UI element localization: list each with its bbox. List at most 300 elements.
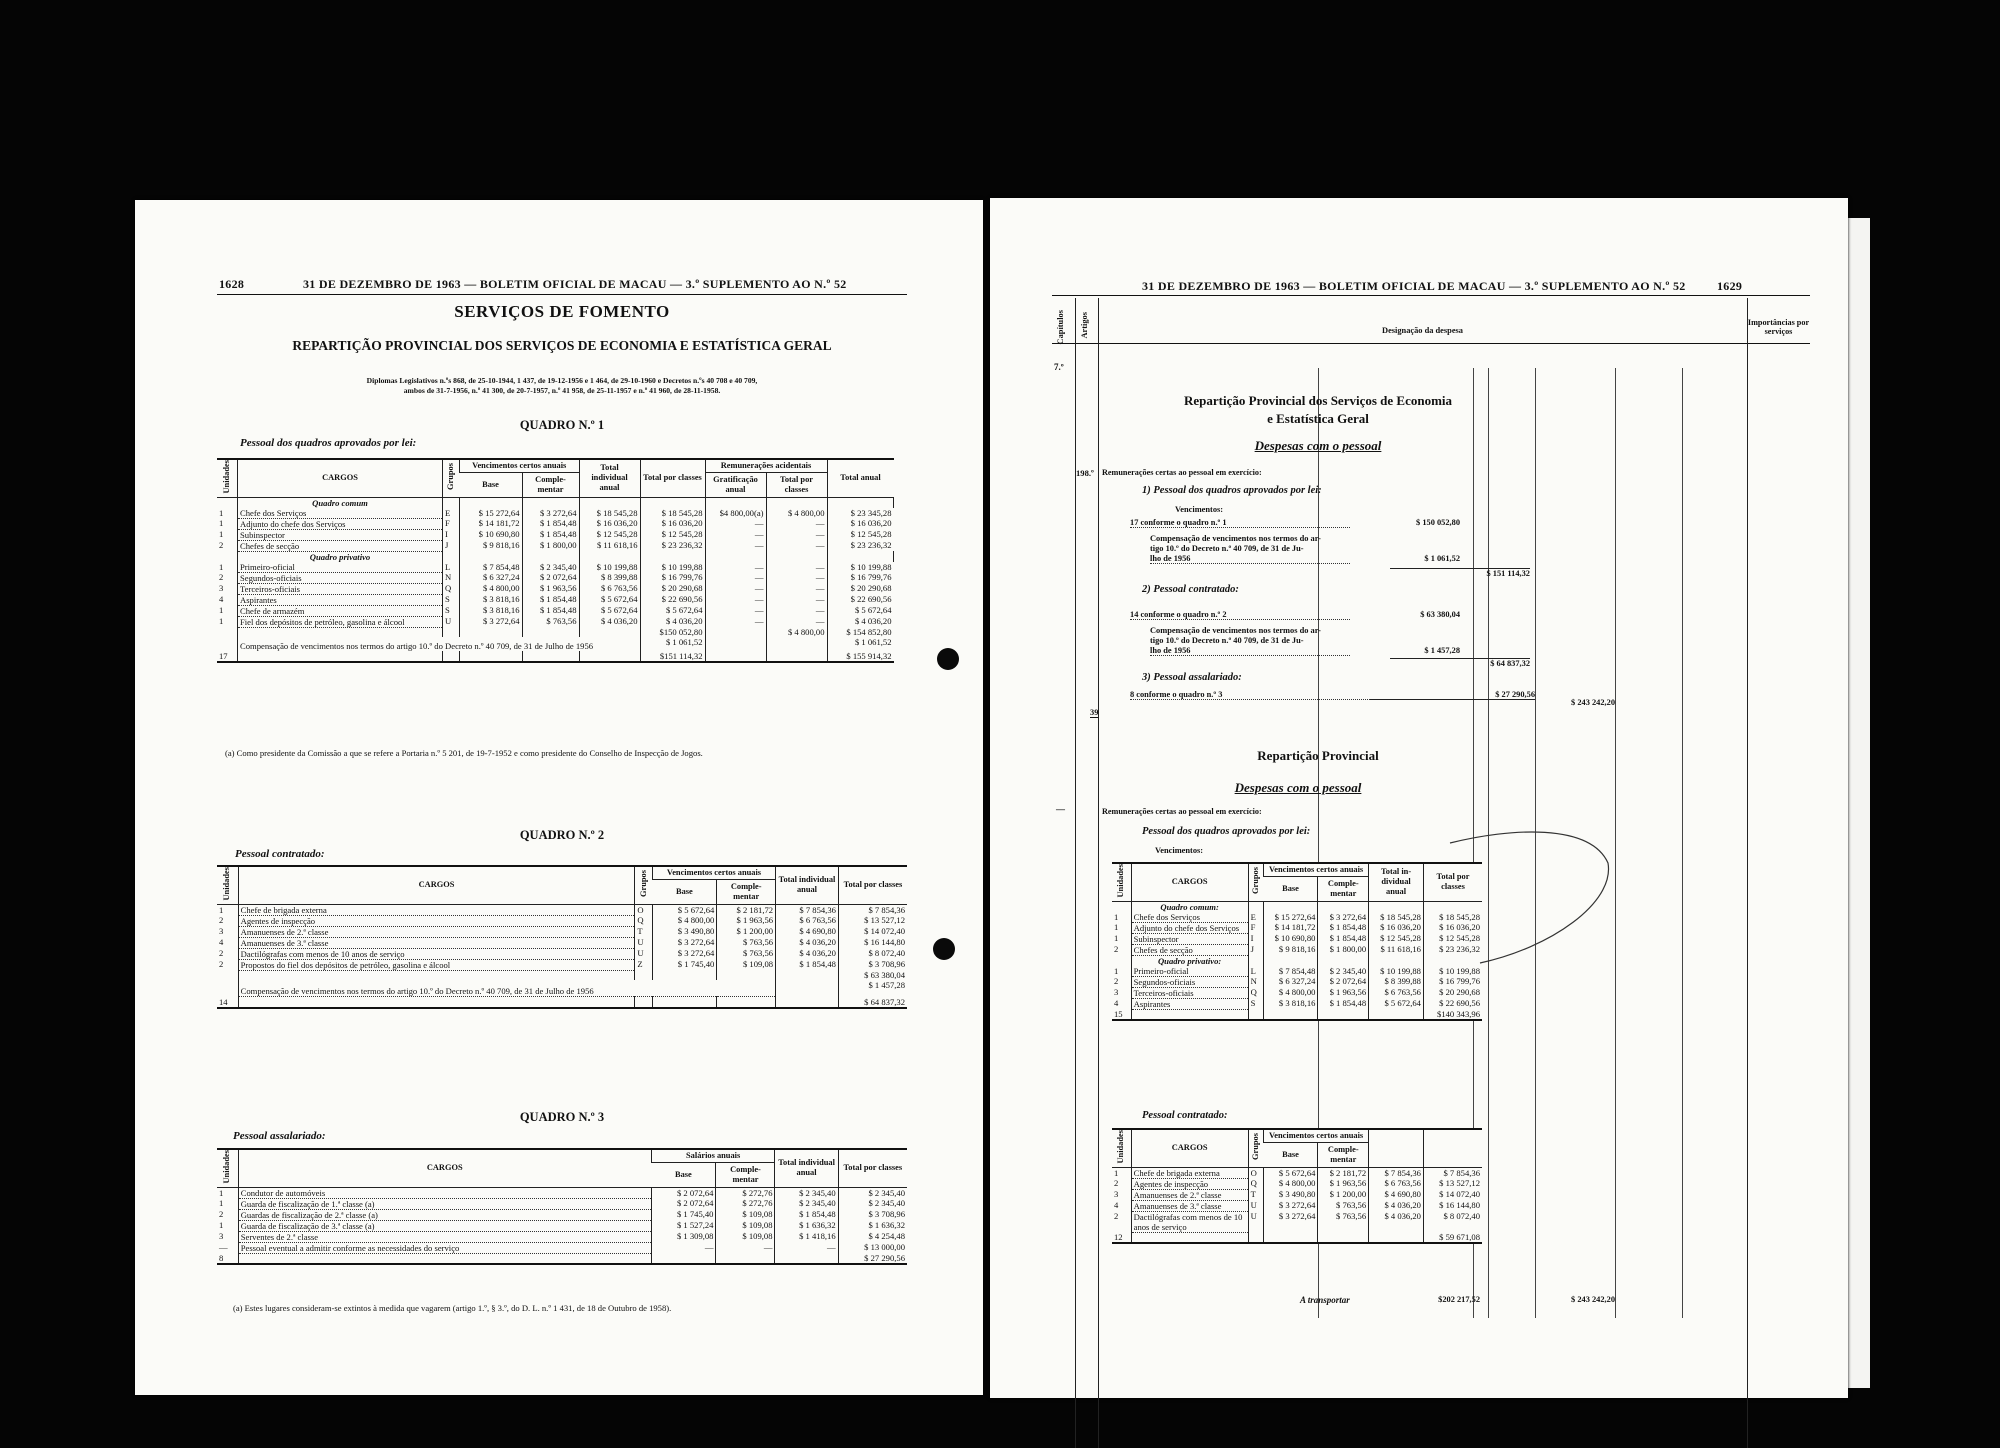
base-cell: $ 10 690,80 [460, 529, 523, 540]
col-rule [1682, 368, 1683, 1318]
base-cell: $ 9 818,16 [1264, 944, 1318, 955]
grupo-cell: U [635, 948, 653, 959]
unit-cell: 2 [219, 1209, 224, 1220]
col-remuneracoes: Remunerações acidentais [705, 459, 827, 472]
total-anual-cell: $ 22 690,56 [827, 594, 894, 605]
classes-cell: $ 13 527,12 [838, 915, 907, 926]
classes-cell: $ 8 072,40 [838, 948, 907, 959]
section-heading-1b: e Estatística Geral [1267, 411, 1369, 426]
spacer-cell [776, 997, 839, 1008]
unit-cell: 1 [1114, 1167, 1119, 1178]
total-classes-cell: — [766, 605, 827, 616]
quadro2-title: QUADRO N.º 2 [519, 828, 605, 842]
header-rule-right [1052, 295, 1810, 296]
classes-cell: $ 14 072,40 [1423, 1189, 1482, 1200]
spacer-cell [1131, 1009, 1248, 1020]
cargo-cell: Dactilógrafas com menos de 10 anos de serviço [238, 948, 635, 959]
comp2-a: Compensação de vencimentos nos termos do ar- [1150, 626, 1321, 635]
q2-col-grupos: Grupos [638, 870, 648, 898]
section-heading-1: Repartição Provincial dos Serviços de Economia [1183, 393, 1453, 408]
spacer-cell [522, 651, 579, 662]
base-cell: $ 3 818,16 [1264, 998, 1318, 1009]
unit-cell: 2 [1114, 1178, 1119, 1189]
comp-cell: $ 109,08 [716, 1209, 775, 1220]
total-row [1112, 1009, 1482, 1020]
cargo-cell: Segundos-oficiais [1131, 976, 1248, 987]
base-cell: $ 7 854,48 [1264, 966, 1318, 977]
classes-cell: $ 16 144,80 [838, 937, 907, 948]
cargo-cell: Chefes de secção [238, 540, 443, 551]
classes-cell: $ 16 799,76 [640, 572, 705, 583]
total-anual-cell: $ 16 036,20 [827, 518, 894, 529]
comp-cell: $ 1 800,00 [522, 540, 579, 551]
individual-cell: $ 18 545,28 [579, 508, 640, 519]
classes-cell: $ 3 708,96 [838, 959, 907, 970]
grupo-cell: Q [1248, 1178, 1264, 1189]
table-row [217, 1209, 907, 1220]
right-page [990, 198, 1848, 1398]
base-cell: $ 3 490,80 [652, 926, 716, 937]
grupo-cell: J [443, 540, 460, 551]
unit-cell: 2 [1114, 944, 1119, 955]
unit-cell: 1 [1114, 911, 1119, 922]
unit-cell: 2 [219, 572, 224, 583]
table-row [217, 1187, 907, 1198]
cargo-cell: Agentes de inspecção [1131, 1178, 1248, 1189]
unit-cell: 2 [1114, 976, 1119, 987]
total-classes-cell: — [766, 529, 827, 540]
spacer-cell [460, 497, 523, 508]
comp-cell: $ 1 963,56 [717, 915, 776, 926]
table-row [217, 1220, 907, 1231]
item-quadros-label: Pessoal dos quadros aprovados por lei: [1142, 826, 1311, 837]
cargo-cell: Terceiros-oficiais [1131, 987, 1248, 998]
spacer-cell [579, 651, 640, 662]
individual-cell: $ 16 036,20 [579, 518, 640, 529]
q3-col-salarios: Salários anuais [651, 1149, 775, 1162]
total-anual-cell: $ 23 345,28 [827, 508, 894, 519]
col-complementar: Comple-mentar [522, 472, 579, 497]
table-row [1112, 944, 1482, 955]
spacer-cell [827, 497, 894, 508]
col-designacao: Designação da despesa [1382, 326, 1463, 335]
spacer-cell [1369, 901, 1424, 912]
rt2-col-base: Base [1264, 1142, 1318, 1167]
base-cell: $ 1 309,08 [651, 1231, 716, 1242]
quadro2-caption: Pessoal contratado: [235, 848, 325, 860]
cargo-cell: Subinspector [238, 529, 443, 540]
right-table-1 [1112, 862, 1482, 1021]
base-cell: $ 3 272,64 [1264, 1211, 1318, 1232]
grupo-cell: O [1248, 1167, 1264, 1178]
base-cell: $ 4 800,00 [460, 583, 523, 594]
base-cell: $ 7 854,48 [460, 562, 523, 573]
individual-cell: $ 5 672,64 [579, 605, 640, 616]
classes-cell: $ 16 144,80 [1423, 1200, 1482, 1211]
total-units: 12 [1112, 1232, 1131, 1243]
spacer-cell [443, 551, 460, 562]
table-row [217, 616, 907, 627]
gratificacao-cell: — [705, 594, 766, 605]
comp-cell: $ 1 854,48 [1318, 933, 1369, 944]
vencimentos-label: Vencimentos: [1175, 505, 1224, 514]
cargo-cell: Chefe de armazém [238, 605, 443, 616]
comp-cell: $ 1 854,48 [522, 605, 579, 616]
comp-cell: $ 1 800,00 [1318, 944, 1369, 955]
section-quadro-privativo [1112, 955, 1482, 966]
total-anual-cell: $ 12 545,28 [827, 529, 894, 540]
spacer-cell [705, 551, 766, 562]
comp1-c: lho de 1956 [1150, 554, 1350, 564]
rt2-col-unidades: Unidades [1116, 1130, 1126, 1164]
table-row [1112, 966, 1482, 977]
subtotal-row [217, 970, 907, 980]
classes-cell: $ 3 708,96 [838, 1209, 907, 1220]
unit-cell: 1 [219, 616, 224, 627]
unit-cell: — [219, 1242, 228, 1253]
grupo-cell: N [1248, 976, 1264, 987]
unit-cell: 1 [219, 1187, 224, 1198]
grupo-cell: U [443, 616, 460, 627]
cargo-cell: Agentes de inspecção [238, 915, 635, 926]
grupo-cell: S [1248, 998, 1264, 1009]
spacer-cell [522, 497, 579, 508]
grupo-cell: U [1248, 1211, 1264, 1232]
q2-col-base: Base [652, 879, 716, 904]
section-heading-2: Repartição Provincial [1257, 748, 1379, 763]
total-anual-cell: $ 16 799,76 [827, 572, 894, 583]
total-classes: $ 64 837,32 [838, 997, 907, 1008]
comp-cell: $ 763,56 [1318, 1211, 1369, 1232]
col-total-anual: Total anual [827, 459, 894, 497]
total-classes-cell: — [766, 518, 827, 529]
individual-cell: $ 5 672,64 [1369, 998, 1424, 1009]
grupo-cell: U [1248, 1200, 1264, 1211]
grupo-cell: F [1248, 922, 1264, 933]
spacer-cell [1248, 1232, 1264, 1243]
quadro3-title: QUADRO N.º 3 [519, 1110, 605, 1124]
unit-cell: 3 [219, 1231, 224, 1242]
spacer-cell [717, 970, 776, 980]
grupo-cell: Q [635, 915, 653, 926]
grupo-cell: L [1248, 966, 1264, 977]
table-row [1112, 1178, 1482, 1189]
unit-cell: 1 [219, 507, 224, 518]
cargo-cell: Chefes de secção [1131, 944, 1248, 955]
spacer-cell [705, 637, 766, 651]
sum-item1: $ 151 114,32 [1390, 568, 1530, 578]
total-classes-cell: $ 4 800,00 [766, 508, 827, 519]
table-row [217, 948, 907, 959]
comp-cell: $ 763,56 [522, 616, 579, 627]
total-units: 14 [217, 997, 238, 1008]
rt1-col-complementar: Comple-mentar [1318, 876, 1369, 901]
val-comp2: $ 1 457,28 [1424, 646, 1460, 655]
spacer-cell [640, 551, 705, 562]
total-units: 8 [217, 1253, 238, 1264]
spacer-cell [443, 627, 460, 637]
cargo-cell: Amanuenses de 2.ª classe [1131, 1189, 1248, 1200]
grupo-cell: N [443, 572, 460, 583]
spacer-cell [776, 980, 839, 997]
subtotal-classes: $150 052,80 [640, 627, 705, 637]
section-label: Quadro privativo [238, 551, 443, 562]
individual-cell: $ 10 199,88 [579, 562, 640, 573]
individual-cell: $ 2 345,40 [775, 1198, 838, 1209]
diplomas-line-2: ambos de 31-7-1956, n.º 41 300, de 20-7-1957, n.º 41 958, de 25-11-1957 e n.º 41 960, de 28-11-1958. [403, 386, 721, 395]
gratificacao-cell: — [705, 562, 766, 573]
individual-cell: $ 7 854,36 [1369, 1167, 1424, 1178]
spacer-cell [238, 970, 635, 980]
grupo-cell: T [1248, 1189, 1264, 1200]
base-cell: $ 4 800,00 [652, 915, 716, 926]
base-cell: $ 15 272,64 [1264, 912, 1318, 923]
cargo-cell: Serventes de 2.ª classe [238, 1231, 651, 1242]
total-classes-cell: — [766, 562, 827, 573]
cargo-cell: Pessoal eventual a admitir conforme as necessidades do serviço [238, 1242, 651, 1253]
binder-hole [933, 938, 955, 960]
table-row [217, 518, 907, 529]
item3-label: 3) Pessoal assalariado: [1142, 672, 1242, 683]
comp-cell: $ 763,56 [717, 948, 776, 959]
unit-cell: 4 [219, 937, 224, 948]
classes-cell: $ 1 636,32 [838, 1220, 907, 1231]
rt1-col-cargos: CARGOS [1131, 863, 1248, 901]
cargo-cell: Amanuenses de 3.ª classe [1131, 1200, 1248, 1211]
spacer-cell [217, 637, 238, 651]
val-quadro3: $ 27 290,56 [1370, 690, 1535, 700]
spacer-cell [766, 551, 827, 562]
q2-col-total-individual: Total individual anual [776, 866, 839, 904]
unit-cell: 1 [1114, 965, 1119, 976]
despesas-heading-1: Despesas com o pessoal [1254, 438, 1382, 453]
spacer-cell [705, 651, 766, 662]
table-row [217, 937, 907, 948]
individual-cell: $ 8 399,88 [579, 572, 640, 583]
col-grupos: Grupos [446, 463, 455, 491]
classes-cell: $ 13 527,12 [1423, 1178, 1482, 1189]
cargo-cell: Primeiro-oficial [1131, 966, 1248, 977]
unit-cell: 1 [219, 605, 224, 616]
individual-cell: $ 4 036,20 [776, 948, 839, 959]
comp1-b: tigo 10.º do Decreto n.º 40 709, de 31 de Ju- [1150, 544, 1304, 553]
comp-cell: $ 1 854,48 [522, 594, 579, 605]
section-label: Quadro privativo: [1131, 955, 1248, 966]
table-row [1112, 976, 1482, 987]
header-rule-left [217, 294, 907, 295]
base-cell: $ 4 800,00 [1264, 1178, 1318, 1189]
unit-cell: 1 [219, 1198, 224, 1209]
val-quadro1: $ 150 052,80 [1416, 518, 1460, 527]
classes-cell: $ 16 036,20 [640, 518, 705, 529]
spacer-cell [217, 980, 238, 997]
individual-cell: $ 11 618,16 [1369, 944, 1424, 955]
page-number-left: 1628 [219, 277, 245, 291]
unit-cell: 3 [1114, 1189, 1119, 1200]
total-anual-cell: $ 4 036,20 [827, 616, 894, 627]
grupo-cell: E [1248, 912, 1264, 923]
cargo-cell: Segundos-oficiais [238, 572, 443, 583]
spacer-cell [443, 497, 460, 508]
classes-cell: $ 16 036,20 [1423, 922, 1482, 933]
spacer-cell [217, 497, 238, 508]
individual-cell: $ 12 545,28 [1369, 933, 1424, 944]
classes-cell: $ 10 199,88 [640, 562, 705, 573]
unit-cell: 1 [1114, 922, 1119, 933]
base-cell: $ 6 327,24 [460, 572, 523, 583]
artigo-number: 198.º [1076, 468, 1094, 478]
comp-cell: $ 3 272,64 [522, 508, 579, 519]
cargo-cell: Condutor de automóveis [238, 1187, 651, 1198]
base-cell: $ 14 181,72 [460, 518, 523, 529]
individual-cell: $ 1 418,16 [775, 1231, 838, 1242]
spacer-cell [217, 627, 238, 637]
running-header-right: 31 DE DEZEMBRO DE 1963 — BOLETIM OFICIAL DE MACAU — 3.º SUPLEMENTO AO N.º 52 [1142, 279, 1686, 293]
base-cell: $ 2 072,64 [651, 1187, 716, 1198]
spacer-cell [460, 627, 523, 637]
base-cell: $ 9 818,16 [460, 540, 523, 551]
comp-cell: — [716, 1242, 775, 1253]
col-total-classes-2: Total por classes [766, 472, 827, 497]
classes-cell: $ 18 545,28 [640, 508, 705, 519]
item2-label: 2) Pessoal contratado: [1142, 584, 1239, 595]
classes-cell: $ 23 236,32 [640, 540, 705, 551]
q2-col-complementar: Comple-mentar [717, 879, 776, 904]
base-cell: $ 15 272,64 [460, 508, 523, 519]
comp-cell: $ 2 345,40 [1318, 966, 1369, 977]
classes-cell: $ 12 545,28 [640, 529, 705, 540]
comp-cell: $ 272,76 [716, 1187, 775, 1198]
compensacao-classes: $ 1 457,28 [838, 980, 907, 997]
table-row [217, 1198, 907, 1209]
despesas-heading-2: Despesas com o pessoal [1234, 780, 1362, 795]
grand-total-1: $ 243 242,20 [1571, 698, 1615, 707]
cargo-cell: Adjunto do chefe dos Serviços [1131, 922, 1248, 933]
comp-cell: $ 2 181,72 [717, 904, 776, 915]
quadro3-footnote: (a) Estes lugares consideram-se extintos à medida que vagarem (artigo 1.º, § 3.º, do D. L. n.º 1 431, de 18 de Outubro de 1958). [233, 1303, 672, 1313]
classes-cell: $ 20 290,68 [640, 583, 705, 594]
gratificacao-cell: — [705, 572, 766, 583]
classes-cell: $ 16 799,76 [1423, 976, 1482, 987]
table-row [217, 572, 907, 583]
classes-cell: $ 22 690,56 [640, 594, 705, 605]
cargo-cell: Fiel dos depósitos de petróleo, gasolina e álcool [238, 616, 443, 627]
page-number-right: 1629 [1717, 279, 1743, 293]
individual-cell: $ 18 545,28 [1369, 912, 1424, 923]
val-comp1: $ 1 061,52 [1424, 554, 1460, 563]
base-cell: $ 5 672,64 [1264, 1167, 1318, 1178]
spacer-cell [652, 970, 716, 980]
rt2-col-vencimentos: Vencimentos certos anuais [1264, 1129, 1369, 1142]
base-cell: $ 3 272,64 [1264, 1200, 1318, 1211]
comp-cell: $ 2 072,64 [522, 572, 579, 583]
unit-cell: 3 [219, 583, 224, 594]
total-anual: $ 155 914,32 [827, 651, 894, 662]
gratificacao-cell: $4 800,00(a) [705, 508, 766, 519]
quadro1-footnote: (a) Como presidente da Comissão a que se refere a Portaria n.º 5 201, de 19-7-1952 e como presidente do Conselho de Inspecção de Jogos. [225, 748, 703, 758]
comp-cell: $ 1 963,56 [1318, 987, 1369, 998]
cargo-cell: Aspirantes [1131, 998, 1248, 1009]
gratificacao-cell: — [705, 529, 766, 540]
rt1-col-vencimentos: Vencimentos certos anuais [1264, 863, 1369, 876]
spacer-cell [1318, 1232, 1369, 1243]
rt2-col-complementar: Comple-mentar [1318, 1142, 1369, 1167]
grupo-cell: Z [635, 959, 653, 970]
col-capitulos: Capítulos [1056, 310, 1065, 345]
unit-cell: 2 [219, 540, 224, 551]
classes-cell: $ 2 345,40 [838, 1187, 907, 1198]
column-header-band [1052, 298, 1810, 344]
spacer-cell [1318, 901, 1369, 912]
individual-cell: $ 10 199,88 [1369, 966, 1424, 977]
col-rule [1747, 298, 1748, 1448]
spacer-cell [1264, 1009, 1318, 1020]
comp-cell: $ 763,56 [717, 937, 776, 948]
table-row [217, 915, 907, 926]
comp-cell: $ 1 963,56 [522, 583, 579, 594]
diplomas-line-1: Diplomas Legislativos n.ºs 868, de 25-10-1944, 1 437, de 19-12-1956 e 1 464, de 29-10-1960 e Decretos n.ºs 40 708 e 40 709, [366, 376, 758, 385]
col-importancias: Importâncias por serviços [1747, 318, 1810, 336]
transport-value: $202 217,52 [1438, 1295, 1480, 1304]
q3-col-total-classes: Total por classes [838, 1149, 907, 1187]
subtotal-row [217, 627, 907, 637]
base-cell: $ 10 690,80 [1264, 933, 1318, 944]
spacer-cell [827, 551, 894, 562]
comp2-c: lho de 1956 [1150, 646, 1350, 656]
vencimentos-label-2: Vencimentos: [1155, 846, 1204, 855]
rt1-col-total-individual: Total in-dividual anual [1369, 863, 1424, 901]
table-row [217, 1242, 907, 1253]
spacer-cell [1264, 955, 1318, 966]
grupo-cell: O [635, 904, 653, 915]
table-row [217, 583, 907, 594]
rt2-col-grupos: Grupos [1250, 1133, 1260, 1161]
rt1-col-base: Base [1264, 876, 1318, 901]
classes-cell: $ 18 545,28 [1423, 912, 1482, 923]
section-label: Quadro comum [238, 497, 443, 508]
unit-cell: 1 [219, 904, 224, 915]
compensacao-row [217, 980, 907, 997]
unit-cell: 1 [219, 561, 224, 572]
total-classes: $140 343,96 [1423, 1009, 1482, 1020]
individual-cell: $ 4 036,20 [579, 616, 640, 627]
total-row [217, 1253, 907, 1264]
grupo-cell: S [443, 605, 460, 616]
classes-cell: $ 13 000,00 [838, 1242, 907, 1253]
spacer-cell [635, 970, 653, 980]
binder-hole [937, 648, 959, 670]
individual-cell: $ 4 690,80 [1369, 1189, 1424, 1200]
spacer-cell [766, 637, 827, 651]
subtotal-classes: $ 63 380,04 [838, 970, 907, 980]
spacer-cell [894, 551, 908, 562]
q2-col-cargos: CARGOS [238, 866, 635, 904]
spacer-cell [1318, 955, 1369, 966]
cargo-cell: Propostos do fiel dos depósitos de petróleo, gasolina e álcool [238, 959, 635, 970]
col-artigos: Artigos [1080, 312, 1089, 339]
table-row [217, 926, 907, 937]
capitulo-number: 7.º [1054, 362, 1064, 372]
line-quadro3: 8 conforme o quadro n.º 3 [1130, 690, 1370, 700]
comp-cell: $ 1 200,00 [1318, 1189, 1369, 1200]
cargo-cell: Adjunto do chefe dos Serviços [238, 518, 443, 529]
compensacao-text: Compensação de vencimentos nos termos do artigo 10.º do Decreto n.º 40 709, de 31 de Julho de 1956 [238, 980, 775, 997]
classes-cell: $ 14 072,40 [838, 926, 907, 937]
total-row [1112, 1232, 1482, 1243]
spacer-cell [717, 997, 776, 1008]
compensacao-total: $ 1 061,52 [827, 637, 894, 651]
unit-cell: 1 [219, 529, 224, 540]
